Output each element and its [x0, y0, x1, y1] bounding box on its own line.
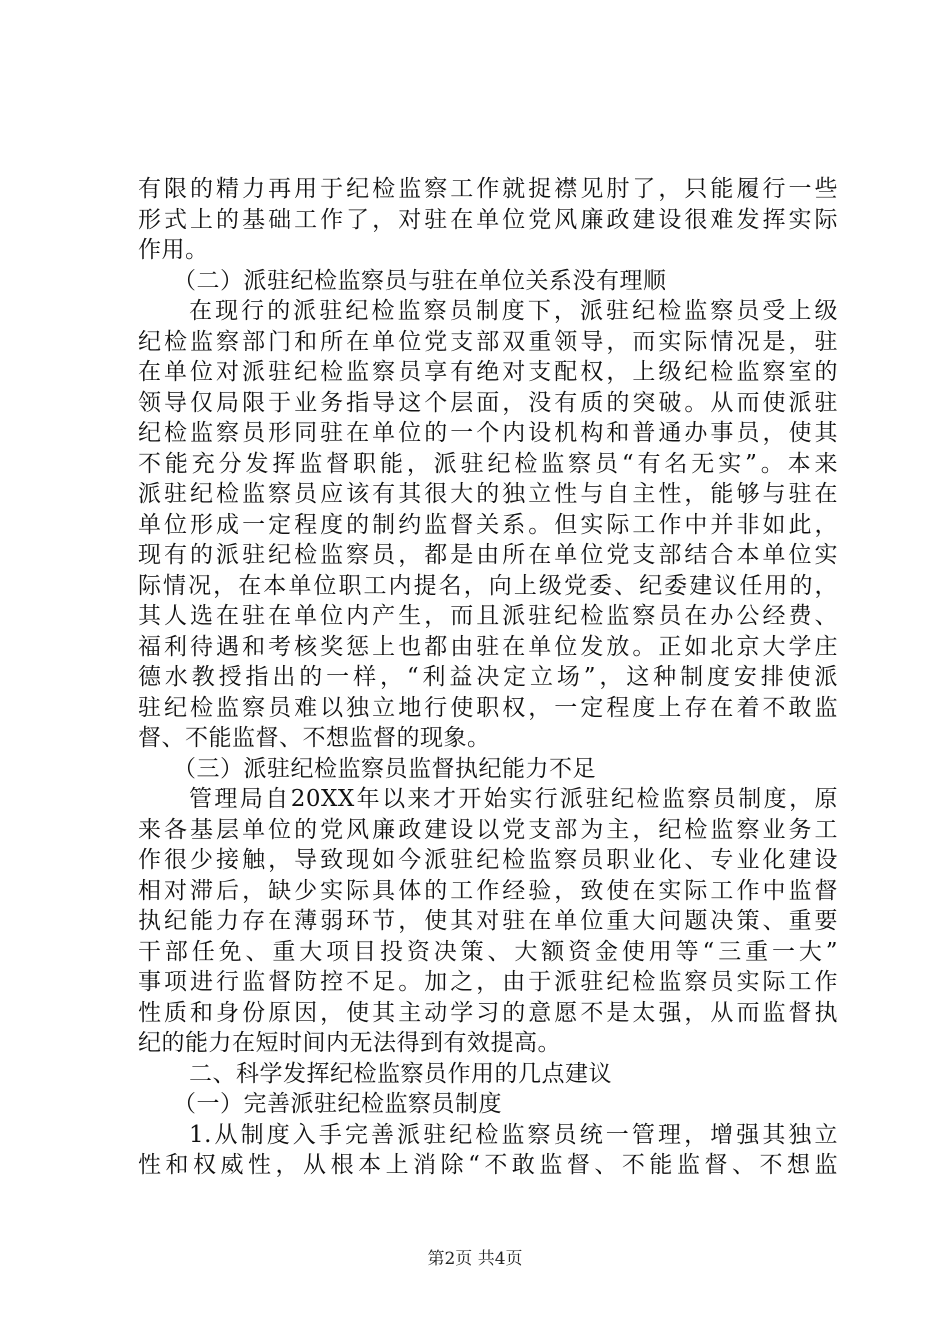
- text-line: 作很少接触，导致现如今派驻纪检监察员职业化、专业化建设: [138, 847, 838, 873]
- section-heading: 二、科学发挥纪检监察员作用的几点建议: [189, 1060, 612, 1087]
- text-line: 形式上的基础工作了，对驻在单位党风廉政建设很难发挥实际: [138, 206, 838, 233]
- text-line: 督、不能监督、不想监督的现象。: [138, 725, 491, 751]
- text-line: 现有的派驻纪检监察员，都是由所在单位党支部结合本单位实: [138, 542, 838, 568]
- section-heading: （一）完善派驻纪检监察员制度: [173, 1091, 502, 1117]
- text-line: 干部任免、重大项目投资决策、大额资金使用等“三重一大”: [138, 938, 838, 965]
- text-line: 相对滞后，缺少实际具体的工作经验，致使在实际工作中监督: [138, 877, 838, 904]
- text-line: 际情况，在本单位职工内提名，向上级党委、纪委建议任用的，: [138, 572, 838, 599]
- text-line: 纪检监察员形同驻在单位的一个内设机构和普通办事员，使其: [138, 420, 838, 446]
- text-line: 领导仅局限于业务指导这个层面，没有质的突破。从而使派驻: [138, 389, 838, 416]
- text-line: 纪的能力在短时间内无法得到有效提高。: [138, 1030, 561, 1056]
- text-line: 纪检监察部门和所在单位党支部双重领导，而实际情况是，驻: [138, 328, 838, 355]
- text-line: 性质和身份原因，使其主动学习的意愿不是太强，从而监督执: [138, 999, 838, 1026]
- text-line: 德水教授指出的一样，“利益决定立场”，这种制度安排使派: [138, 664, 838, 690]
- section-heading: （二）派驻纪检监察员与驻在单位关系没有理顺: [173, 267, 667, 294]
- text-line: 驻纪检监察员难以独立地行使职权，一定程度上存在着不敢监: [138, 694, 838, 721]
- text-line: 其人选在驻在单位内产生，而且派驻纪检监察员在办公经费、: [138, 603, 838, 629]
- section-heading: （三）派驻纪检监察员监督执纪能力不足: [173, 755, 596, 782]
- text-line: 派驻纪检监察员应该有其很大的独立性与自主性，能够与驻在: [138, 481, 838, 507]
- text-line: 管理局自20XX年以来才开始实行派驻纪检监察员制度，原: [189, 786, 838, 812]
- text-line: 执纪能力存在薄弱环节，使其对驻在单位重大问题决策、重要: [138, 908, 838, 934]
- text-line: 1.从制度入手完善派驻纪检监察员统一管理，增强其独立: [189, 1121, 838, 1148]
- text-line: 事项进行监督防控不足。加之，由于派驻纪检监察员实际工作: [138, 969, 838, 995]
- text-line: 福利待遇和考核奖惩上也都由驻在单位发放。正如北京大学庄: [138, 633, 838, 660]
- text-line: 性和权威性，从根本上消除“不敢监督、不能监督、不想监: [138, 1152, 838, 1178]
- text-line: 单位形成一定程度的制约监督关系。但实际工作中并非如此，: [138, 511, 838, 538]
- text-line: 有限的精力再用于纪检监察工作就捉襟见肘了，只能履行一些: [138, 176, 838, 202]
- text-line: 来各基层单位的党风廉政建设以党支部为主，纪检监察业务工: [138, 816, 838, 843]
- page-number-footer: 第2页 共4页: [427, 1249, 523, 1269]
- text-line: 在单位对派驻纪检监察员享有绝对支配权，上级纪检监察室的: [138, 359, 838, 385]
- text-line: 不能充分发挥监督职能，派驻纪检监察员“有名无实”。本来: [138, 450, 838, 477]
- text-line: 在现行的派驻纪检监察员制度下，派驻纪检监察员受上级: [189, 298, 838, 324]
- text-line: 作用。: [138, 237, 209, 263]
